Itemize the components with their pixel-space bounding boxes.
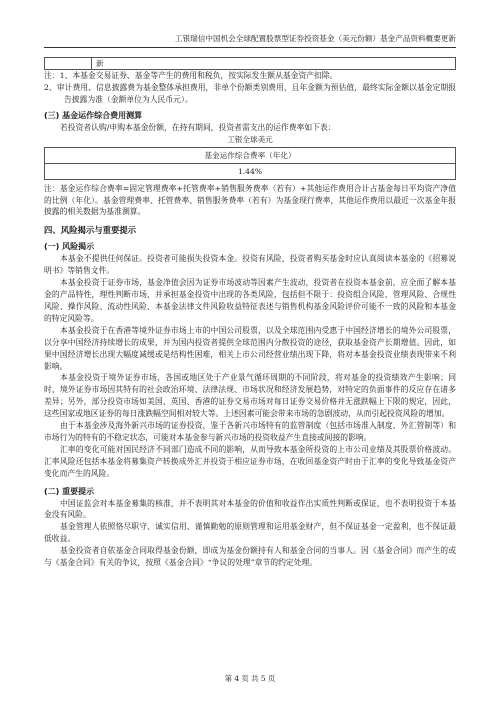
section-paragraph: 若投资者认购/申购本基金份额，在持有期间，投资者需支出的运作费率如下表： xyxy=(60,122,336,132)
risk-paragraph: 由于本基金涉及海外新兴市场的证券投资，鉴于各新兴市场特有的监管制度（包括市场准入制度、外汇管制等）和市场行为的特有的不稳定状态，可能对本基金参与新兴市场的投资收益产生直接或间接的影响。 xyxy=(44,421,456,442)
table-row xyxy=(45,147,456,163)
section-heading-risk: 四、风险揭示与重要提示 xyxy=(44,225,137,236)
table-cell: 新 xyxy=(92,58,456,70)
operating-fee-table xyxy=(44,147,456,180)
table-cell: 1.44% xyxy=(45,163,456,179)
risk-paragraph: 汇率的变化可能对国民经济不同部门造成不同的影响，从而导致本基金所投资的上市公司业绩及其股票价格波动。汇率风险还包括本基金将募集资产转换成外汇并投资于相应证券市场，在收回基金资产时由于汇率的变化导致基金资产变化而产生的风险。 xyxy=(44,444,456,478)
subsection-heading-risk-disclosure: (一) 风险揭示 xyxy=(44,242,95,252)
risk-paragraph: 本基金不提供任何保证。投资者可能损失投资本金。投资有风险，投资者购买基金时应认真阅读本基金的《招募说明书》等销售文件。 xyxy=(44,254,456,276)
table-cell xyxy=(45,58,92,70)
section-heading-operating-fee: (三) 基金运作综合费用测算 xyxy=(44,110,143,120)
table-header-cell: 基金运作综合费率（年化） xyxy=(45,147,456,163)
fee-table-note: 注：基金运作综合费率=固定管理费率+托管费率+销售服务费率（若有）+其他运作费用合计占基金每日平均资产净值的比例（年化）。基金管理费率、托管费率、销售服务费率（若有）为基金现行费率，其他运作费用以最近一次基金年报披露的相关数据为基准测算。 xyxy=(44,183,456,217)
notice-paragraph: 基金管理人依照恪尽职守、诚实信用、谨慎勤勉的原则管理和运用基金财产，但不保证基金一定盈利，也不保证最低收益。 xyxy=(44,522,456,544)
fee-note-2: 2、审计费用、信息披露费为基金整体承担费用，非单个份额类别费用，且年金额为预估值，最终实际金额以基金定期报告披露为准（金额单位为人民币元）。 xyxy=(44,82,456,104)
fee-note-1: 注：1、本基金交易证券、基金等产生的费用和税负，按实际发生额从基金资产扣除。 xyxy=(44,71,338,80)
notice-paragraph: 基金投资者自依基金合同取得基金份额，即成为基金份额持有人和基金合同的当事人。因《基金合同》而产生的或与《基金合同》有关的争议，按照《基金合同》“争议的处理”章节的约定处理。 xyxy=(44,546,456,568)
risk-paragraph: 本基金投资于证券市场，基金净值会因为证券市场波动等因素产生波动，投资者在投资本基金前，应全面了解本基金的产品特性，理性判断市场，并承担基金投资中出现的各类风险，包括但不限于：投资组合风险、管理风险、合规性风险、操作风险、流动性风险、本基金法律文件风险收益特征表述与销售机构基金风险评价可能不一致的风险和本基金的特定风险等。 xyxy=(44,278,456,323)
page-content xyxy=(44,57,456,569)
fee-table-caption: 工银全球美元 xyxy=(227,134,273,144)
notice-paragraph: 中国证监会对本基金募集的核准，并不表明其对本基金的价值和收益作出实质性判断或保证，也不表明投资于本基金没有风险。 xyxy=(44,498,456,520)
table-row xyxy=(45,58,456,70)
page-number: 第 4 页 共 5 页 xyxy=(224,674,276,683)
risk-paragraph: 本基金投资于在香港等境外证券市场上市的中国公司股票，以及全球范围内受惠于中国经济增长的境外公司股票，以分享中国经济持续增长的成果，并为国内投资者提供全球范围内分散投资的途径，获取基金资产长期增值。因此，如果中国经济增长出现大幅度减缓或是结构性困难，相关上市公司经营业绩出现下降，将对本基金投资业绩表现带来不利影响。 xyxy=(44,325,456,371)
fee-table-tail xyxy=(44,57,456,70)
risk-paragraph: 本基金投资于境外证券市场，各国或地区处于产业景气循环周期的不同阶段，将对基金的投资绩效产生影响；同时，境外证券市场因其特有的社会政治环境、法律法规、市场状况和经济发展趋势，对特定的负面事件的反应存在诸多差异；另外，部分投资市场如美国、英国、香港的证券交易市场对每日证券交易价格并无涨跌幅上下限的规定，因此，这些国家或地区证券的每日涨跌幅空间相对较大等。上述因素可能会带来市场的急剧波动，从而引起投资风险的增加。 xyxy=(44,373,456,419)
subsection-heading-important-notice: (二) 重要提示 xyxy=(44,486,95,496)
page-header: 工银瑞信中国机会全球配置股票型证券投资基金（美元份额）基金产品资料概要更新 xyxy=(44,34,456,48)
table-row xyxy=(45,163,456,179)
